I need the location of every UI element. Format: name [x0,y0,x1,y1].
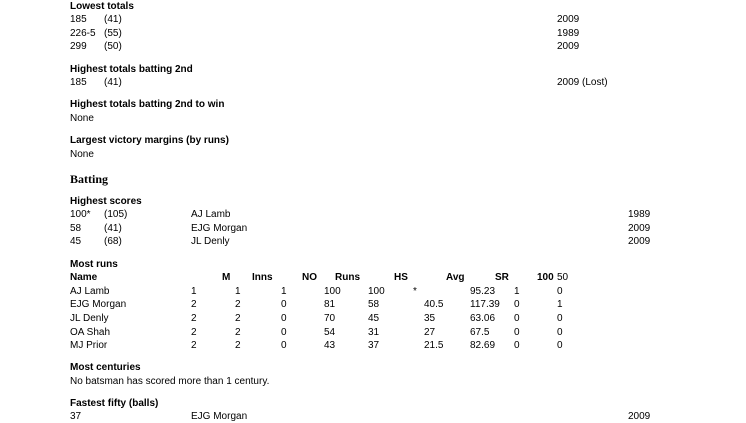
col-header-hs: HS [394,272,408,283]
col-header-sr: SR [495,272,509,283]
col-header-no: NO [302,272,317,283]
highest-batting-2nd-overs: (41) [104,77,122,88]
highest-score-player: AJ Lamb [191,209,231,220]
col-header-inns: Inns [252,272,273,283]
table-cell-runs: 70 [324,313,336,324]
table-cell-avg: 40.5 [424,299,444,310]
lowest-totals-score: 299 [70,41,87,52]
table-cell-hs: 37 [368,340,380,351]
table-cell-runs: 43 [324,340,336,351]
table-cell-hs: 58 [368,299,380,310]
table-cell-50: 0 [557,313,563,324]
fastest-fifty-year: 2009 [628,411,651,422]
most-runs-heading: Most runs [70,259,118,270]
table-cell-runs: 100 [324,286,341,297]
table-cell-name: MJ Prior [70,340,108,351]
fastest-fifty-player: EJG Morgan [191,411,248,422]
table-cell-avg: 21.5 [424,340,444,351]
highest-score-value: 45 [70,236,82,247]
table-cell-inns: 1 [235,286,241,297]
lowest-totals-heading: Lowest totals [70,1,134,12]
highest-score-balls: (41) [104,223,122,234]
highest-score-year: 2009 [628,236,651,247]
fastest-fifty-balls: 37 [70,411,82,422]
table-cell-avg: 27 [424,327,436,338]
table-cell-no: 0 [281,327,287,338]
table-cell-avg: * [413,286,417,297]
table-cell-100: 1 [514,286,520,297]
table-cell-avg: 35 [424,313,436,324]
table-cell-50: 1 [557,299,563,310]
table-cell-50: 0 [557,327,563,338]
table-cell-sr: 82.69 [470,340,496,351]
highest-score-player: EJG Morgan [191,223,248,234]
table-cell-runs: 81 [324,299,336,310]
largest-margins-text: None [70,149,94,160]
table-cell-runs: 54 [324,327,336,338]
lowest-totals-overs: (50) [104,41,122,52]
col-header-100: 100 [537,272,554,283]
table-cell-hs: 100 [368,286,385,297]
table-cell-m: 1 [191,286,197,297]
col-header-50: 50 [557,272,569,283]
table-cell-no: 0 [281,340,287,351]
lowest-totals-year: 2009 [557,41,580,52]
table-cell-hs: 31 [368,327,380,338]
col-header-runs: Runs [335,272,360,283]
table-cell-sr: 117.39 [470,299,500,310]
col-header-m: M [222,272,231,283]
highest-score-balls: (68) [104,236,122,247]
table-cell-m: 2 [191,299,197,310]
highest-score-year: 2009 [628,223,651,234]
table-cell-inns: 2 [235,327,241,338]
table-cell-sr: 63.06 [470,313,496,324]
table-cell-100: 0 [514,327,520,338]
lowest-totals-score: 185 [70,14,87,25]
table-cell-no: 0 [281,299,287,310]
lowest-totals-overs: (41) [104,14,122,25]
table-cell-50: 0 [557,340,563,351]
col-header-name: Name [70,272,98,283]
batting-section-title: Batting [70,172,109,186]
highest-batting-2nd-win-text: None [70,113,94,124]
highest-score-value: 100* [70,209,91,220]
lowest-totals-year: 2009 [557,14,580,25]
table-cell-100: 0 [514,299,520,310]
highest-batting-2nd-score: 185 [70,77,87,88]
table-cell-name: EJG Morgan [70,299,127,310]
table-cell-sr: 95.23 [470,286,496,297]
table-cell-100: 0 [514,313,520,324]
table-cell-m: 2 [191,313,197,324]
table-cell-100: 0 [514,340,520,351]
largest-margins-heading: Largest victory margins (by runs) [70,135,229,146]
most-centuries-heading: Most centuries [70,362,141,373]
lowest-totals-score: 226-5 [70,28,96,39]
highest-batting-2nd-heading: Highest totals batting 2nd [70,64,193,75]
table-cell-50: 0 [557,286,563,297]
table-cell-hs: 45 [368,313,380,324]
fastest-fifty-heading: Fastest fifty (balls) [70,398,159,409]
table-cell-inns: 2 [235,340,241,351]
table-cell-name: JL Denly [70,313,109,324]
lowest-totals-overs: (55) [104,28,122,39]
table-cell-m: 2 [191,340,197,351]
table-cell-name: OA Shah [70,327,111,338]
table-cell-m: 2 [191,327,197,338]
table-cell-sr: 67.5 [470,327,490,338]
col-header-avg: Avg [446,272,465,283]
table-cell-no: 0 [281,313,287,324]
table-cell-no: 1 [281,286,287,297]
most-centuries-text: No batsman has scored more than 1 century. [70,376,270,387]
table-cell-inns: 2 [235,299,241,310]
lowest-totals-year: 1989 [557,28,580,39]
highest-score-year: 1989 [628,209,651,220]
highest-batting-2nd-year: 2009 (Lost) [557,77,608,88]
highest-scores-heading: Highest scores [70,196,142,207]
highest-batting-2nd-win-heading: Highest totals batting 2nd to win [70,99,225,110]
highest-score-value: 58 [70,223,82,234]
highest-score-player: JL Denly [191,236,230,247]
table-cell-inns: 2 [235,313,241,324]
highest-score-balls: (105) [104,209,128,220]
table-cell-name: AJ Lamb [70,286,110,297]
